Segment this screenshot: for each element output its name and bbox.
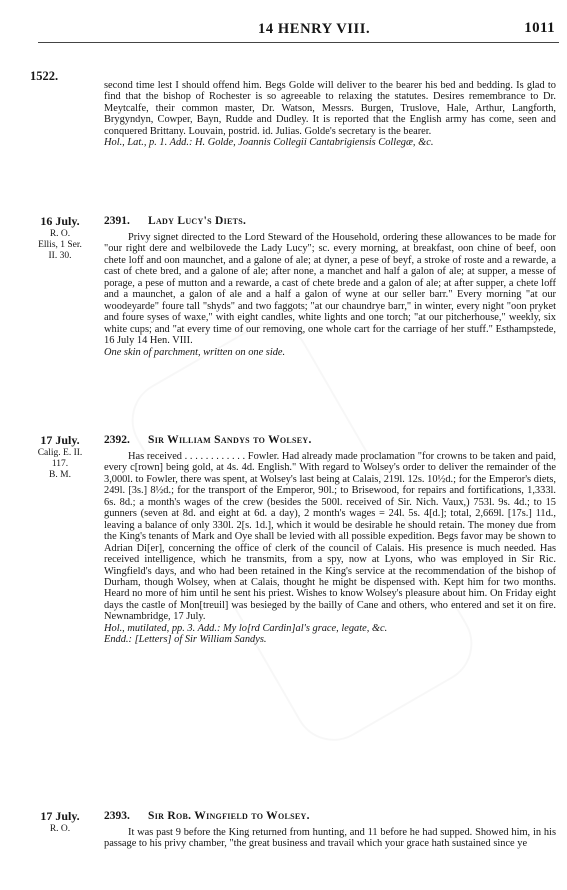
entry-2391-body [104,232,556,358]
entry-2392-margin [22,433,98,481]
entry-2392-title: Sir William Sandys to Wolsey. [148,434,312,446]
entry-2391-ref-2: Ellis, 1 Ser. [38,240,82,250]
entry-2392-date: 17 July. [40,433,80,447]
entry-2393-date: 17 July. [40,809,80,823]
entry-2393-ref-1: R. O. [49,824,71,834]
entry-2393-text: It was past 9 before the King returned from hunting, and 11 before he had supped. Showed him, in his passage to his privy chamber, "the great business and travail which your grace hath sustained since ye [104,827,556,850]
entry-2391-note: One skin of parchment, written on one side. [104,346,286,358]
entry-2392-note-2: Endd.: [Letters] of Sir William Sandys. [104,634,267,646]
entry-2392-text: Has received . . . . . . . . . . . . Fowler. Had already made proclamation "for crowns to be taken and paid, every c[rown] being gold, at 4s. 4d. English." With regard to Wolsey's order to deliver the remainder of the 3,000l. to Fowler, there was spent, at Wolsey's last being at Calais, 219l. 12s. 10½d.; for the Emperor's diets, 249l. [3s.] 8½d.; for the transport of the Emperor, 90l.; to Brisewood, for repairs and fortifications, 1,333l. 6s. 8d.; a month's wages of the crew (besides the 500l. received of Sir. Nich. Vaux,) 753l. 9s. 4d.; to 15 gunners (seven at 8d. and eight at 6d. a day), 2 month's wages = 24l. 5s. 4[d.]; total, 2,669l. [17s.] 11d., leaving a balance of only 330l. 2[s. 1d.], which it would be desirable he should retain. The money due from the King's tenants of Mark and Oye shall be levied with all possible expedition. Begs favor may be shown to Adrian Di[er], concerning the office of clerk of the council of Calais. His presence is much needed. Has received intelligence, which he transmits, from a spy, now at Lyons, who was employed in Sir Ric. Wingfield's days, and who had been retained in the King's service at the recommendation of the bishop of Durham, though Wolsey, when at Calais, thought he might be dispensed with. Kept him for two months. Heard no more of him until he sent his priest. Wishes to know Wolsey's pleasure about him. On Friday eight days the castle of Mon[treuil] was besieged by the bailly of Cane and others, who entered and set it on fire. Newnambridge, 17 July. [104,451,556,623]
continuation-note: Hol., Lat., p. 1. Add.: H. Golde, Joannis Collegii Cantabrigiensis Collegæ, &c. [104,137,434,149]
running-header-title: 14 HENRY VIII. [258,21,371,37]
entry-2392-note-1: Hol., mutilated, pp. 3. Add.: My lo[rd Cardin]al's grace, legate, &c. [104,622,388,634]
entry-2392-heading [104,434,556,446]
page-number: 1011 [524,20,555,36]
entry-2391-margin [22,214,98,262]
entry-2393-heading [104,810,556,822]
entry-2391-text: Privy signet directed to the Lord Steward of the Household, ordering these allowances to be made for "our right dere and welbilovede the Lady Lucy"; sc. every morning, at breakfast, oon chine of beef, oon chete loff and oon maunchet, and a galone of ale; at dyner, a pese of beyf, a stroke of roste and a rewarde, a cast of chete bred, and a galone of ale; after none, a manchet and half a galon of ale; at supper, a messe of porage, a pese of mutton and a rewarde, a cast of chete brede and a galon of ale; at after supper, a chete loff and a maunchet, a galon of ale and a half a galon of wyne at our seller barr." Every morning "at our woodeyarde" foure tall "shyds" and two faggots; "at our chaundrye barr," in winter, every night "oon pryket and foure syses of waxe," with eight candles, white lights and one torch; "at our pitcherhouse," weekly, six white cups; and "at every time of our removing, one whole cart for the carriage of her stuff." Esthampstede, 16 July 14 Hen. VIII. [104,232,556,347]
entry-2391-ref-1: R. O. [49,229,71,239]
entry-2393-body [104,827,556,850]
header-rule [38,42,559,43]
entry-2392-body [104,451,556,646]
entry-2391-ref-3: II. 30. [48,251,72,261]
continuation-text: second time lest I should offend him. Begs Golde will deliver to the bearer his bed and bedding. Is glad to find that the bishop of Rochester is so agreeable to relaxing the statutes. Desires remembrance to Dr. Meytcalfe, their common master, Dr. Watson, Messrs. Burgen, Truslove, Hale, Arthur, Langforth, Brygyndyn, Cowper, Bayn, Rudde and Dudley. It is reported that the English army has come, seen and conquered Brittany. Louvain, postrid. id. Julias. Golde's secretary is the bearer. [104,80,556,137]
entry-2392-ref-1: Calig. E. II. [37,448,83,458]
entry-2391-number: 2391. [104,215,130,227]
entry-2391-date: 16 July. [40,214,80,228]
entry-2393-number: 2393. [104,810,130,822]
entry-2391-title: Lady Lucy's Diets. [148,215,247,227]
entry-2393-margin [22,809,98,835]
entry-2392-ref-2: 117. [51,459,69,469]
entry-2392-ref-3: B. M. [49,470,71,480]
continuation-block [104,80,556,149]
margin-year: 1522. [30,69,59,83]
entry-2393-title: Sir Rob. Wingfield to Wolsey. [148,810,310,822]
entry-2392-number: 2392. [104,434,130,446]
entry-2391-heading [104,215,556,227]
